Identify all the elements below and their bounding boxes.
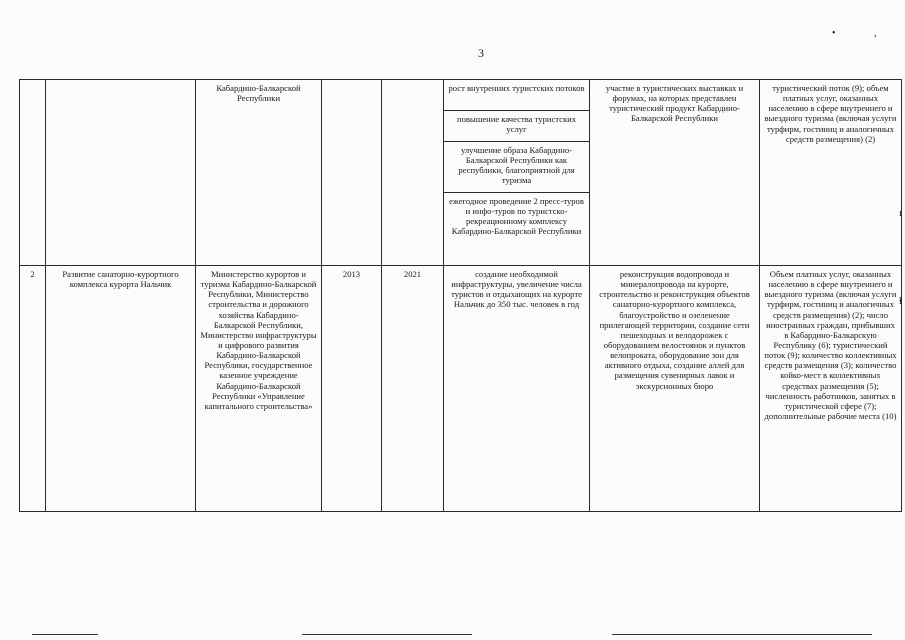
- cell-executor: Кабардино-Балкарской Республики: [196, 80, 322, 266]
- effect-item: рост внутренних туристских потоков: [444, 80, 589, 111]
- table-row-2: [20, 266, 902, 512]
- cell-description: участие в туристических выставках и форумах, на которых представлен туристический продукт Кабардино-Балкарской Республики: [590, 80, 760, 266]
- scan-edge-line: [612, 634, 872, 635]
- margin-mark: ɫ: [899, 296, 902, 307]
- table-row-continuation: [20, 80, 902, 266]
- cell-start-year: 2013: [322, 266, 382, 512]
- margin-mark: ı: [899, 208, 902, 219]
- effect-item: повышение качества туристских услуг: [444, 111, 589, 142]
- cell-end-year: [382, 80, 444, 266]
- cell-start-year: [322, 80, 382, 266]
- cell-end-year: 2021: [382, 266, 444, 512]
- cell-indicators: туристический поток (9); объем платных услуг, оказанных населению в сфере внутреннего и выездного туризма (включая услуги турфирм, гостиниц и аналогичных средств размещения) (2): [760, 80, 902, 266]
- page-number: 3: [478, 46, 484, 60]
- cell-effects: [444, 80, 590, 266]
- program-table: [19, 79, 902, 512]
- cell-indicators: Объем платных услуг, оказанных населению в сфере внутреннего и выездного туризма (включая услуги турфирм, гостиниц и аналогичных средств размещения) (2); число иностранных граждан, прибывших в Кабардино-Балкарскую Республику (6); туристический поток (9); количество коллективных средств размещения (3); количество койко-мест в коллективных средствах размещения (5); численность работников, занятых в туристической сфере (7); дополнительные рабочие места (10): [760, 266, 902, 512]
- cell-task: Развитие санаторно-курортного комплекса курорта Нальчик: [46, 266, 196, 512]
- effects-stack: [444, 80, 589, 251]
- cell-number: [20, 80, 46, 266]
- effect-item: улучшение образа Кабардино-Балкарской Республики как республики, благоприятной для туризма: [444, 142, 589, 193]
- scan-edge-line: [302, 634, 472, 635]
- scan-edge-line: [32, 634, 98, 635]
- cell-effect: создание необходимой инфраструктуры, увеличение числа туристов и отдыхающих на курорте Нальчик до 350 тыс. человек в год: [444, 266, 590, 512]
- effect-item: ежегодное проведение 2 пресс-туров и инфо-туров по туристско-рекреационному комплексу Кабардино-Балкарской Республики: [449, 196, 584, 237]
- cell-description: реконструкция водопровода и минералопровода на курорте, строительство и реконструкция объектов санаторно-курортного комплекса, благоустройство и озеленение прилегающей территории, создание сети пешеходных и велодорожек с оборудованием велостоянок и пунктов велопроката, оборудование зон для активного отдыха, создание аллей для размещения сувенирных лавок и экскурсионных бюро: [590, 266, 760, 512]
- corner-marks: • ,: [832, 28, 895, 39]
- cell-number: 2: [20, 266, 46, 512]
- cell-executor: Министерство курортов и туризма Кабардино-Балкарской Республики, Министерство строительства и дорожного хозяйства Кабардино-Балкарской Республики, Министерство инфраструктуры и цифрового развития Кабардино-Балкарской Республики, государственное казенное учреждение Кабардино-Балкарской Республики «Управление капитального строительства»: [196, 266, 322, 512]
- cell-task: [46, 80, 196, 266]
